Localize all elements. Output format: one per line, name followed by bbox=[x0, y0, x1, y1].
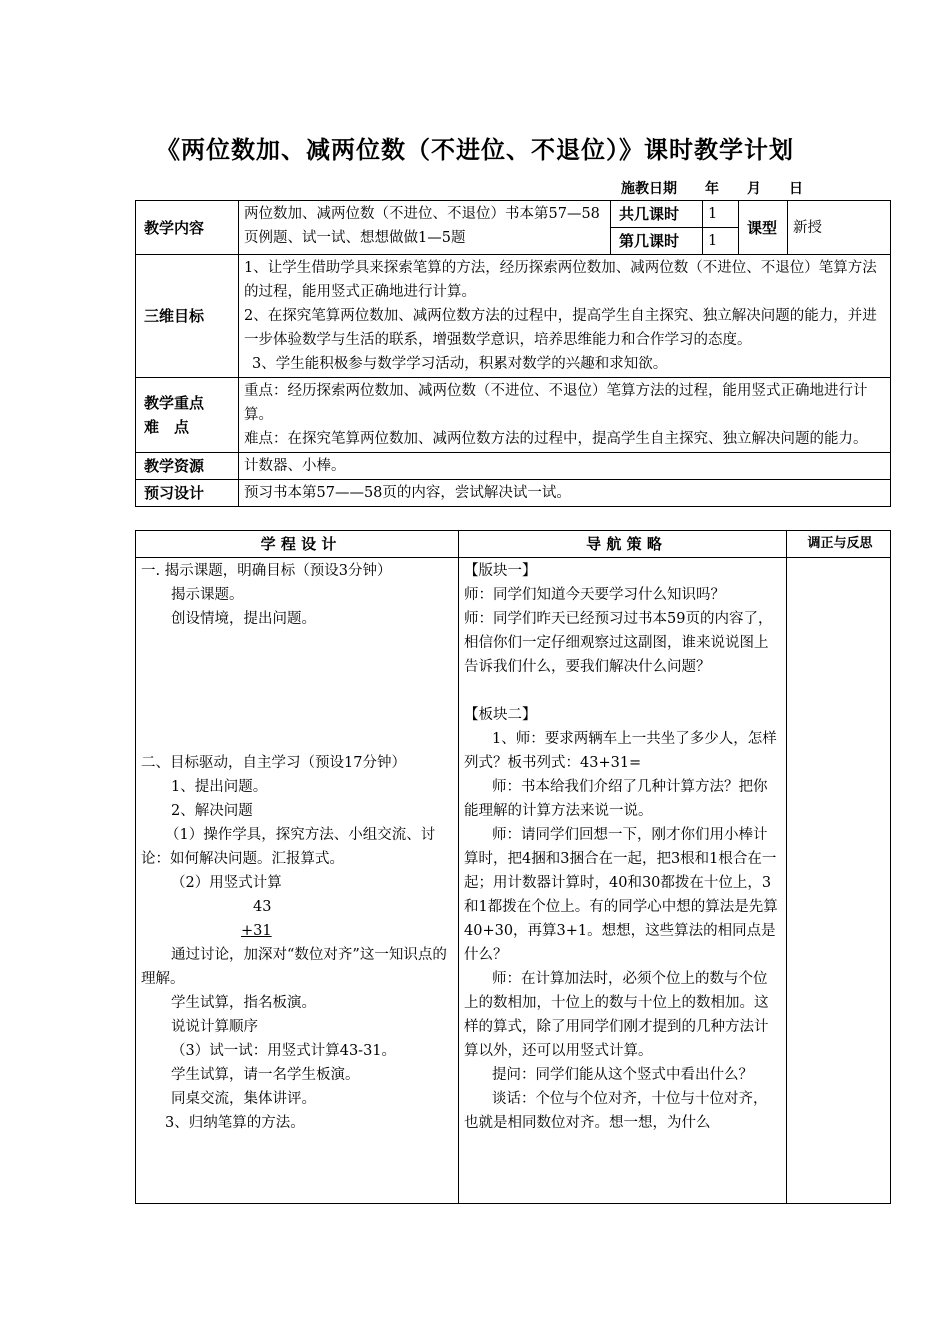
date-day: 日 bbox=[789, 181, 803, 197]
vertical-calc-addend: +31 bbox=[241, 923, 272, 939]
block-2-p6: 谈话：个位与个位对齐，十位与十位对齐，也就是相同数位对齐。想一想，为什么 bbox=[464, 1091, 768, 1131]
step-2-board: 学生试算，请一名学生板演。 bbox=[171, 1067, 360, 1083]
goals-label: 三维目标 bbox=[136, 255, 239, 378]
block-2-p5: 提问：同学们能从这个竖式中看出什么？ bbox=[492, 1067, 753, 1083]
goal-2: 2、在探究笔算两位数加、减两位数方法的过程中，提高学生自主探究、独立解决问题的能力，并进一步体验数学与生活的联系，增强数学意识，培养思维能力和合作学习的态度。 bbox=[244, 308, 877, 348]
navigation-strategy-cell bbox=[459, 558, 787, 1204]
block-2-p1: 1、师：要求两辆车上一共坐了多少人，怎样列式？板书列式：43+31= bbox=[464, 731, 777, 771]
plan-table bbox=[135, 530, 891, 1204]
goal-1: 1、让学生借助学具来探索笔算的方法，经历探索两位数加、减两位数（不进位、不退位）笔算方法的过程，能用竖式正确地进行计算。 bbox=[244, 260, 877, 300]
key-point-text: 重点：经历探索两位数加、减两位数（不进位、不退位）笔算方法的过程，能用竖式正确地进行计算。 bbox=[244, 383, 868, 423]
total-lessons-value: 1 bbox=[703, 201, 739, 228]
content-text: 两位数加、减两位数（不进位、不退位）书本第57—58页例题、试一试、想想做做1—5题 bbox=[239, 201, 611, 255]
date-month: 月 bbox=[747, 181, 761, 197]
content-label: 教学内容 bbox=[136, 201, 239, 255]
block-1-q2: 师：同学们昨天已经预习过书本59页的内容了，相信你们一定仔细观察过这副图，谁来说说图上告诉我们什么，要我们解决什么问题？ bbox=[464, 611, 773, 675]
step-1-a: 揭示课题。 bbox=[171, 587, 244, 603]
date-year: 年 bbox=[705, 181, 719, 197]
block-2-title: 【板块二】 bbox=[464, 707, 537, 723]
date-line bbox=[621, 178, 803, 198]
block-1-title: 【版块一】 bbox=[464, 563, 537, 579]
key-label: 教学重点 bbox=[144, 394, 205, 412]
hard-label: 难 点 bbox=[144, 418, 190, 436]
step-2-b: 2、解决问题 bbox=[171, 803, 253, 819]
step-2-order: 说说计算顺序 bbox=[171, 1019, 258, 1035]
step-1-b: 创设情境，提出问题。 bbox=[171, 611, 316, 627]
step-1-title: 一. 揭示课题，明确目标（预设3分钟） bbox=[141, 563, 392, 579]
step-2-trial: 学生试算，指名板演。 bbox=[171, 995, 316, 1011]
step-2-try: （3）试一试：用竖式计算43-31。 bbox=[171, 1043, 397, 1059]
vertical-calc-top: 43 bbox=[253, 899, 272, 915]
step-2-a: 1、提出问题。 bbox=[171, 779, 268, 795]
lesson-type-label bbox=[739, 201, 788, 255]
spacer bbox=[464, 679, 781, 703]
col-navigation-strategy: 导 航 策 略 bbox=[459, 531, 787, 558]
step-2-b-1: （1）操作学具，探究方法、小组交流、讨论：如何解决问题。汇报算式。 bbox=[141, 827, 436, 867]
nth-lesson-label: 第几课时 bbox=[611, 228, 703, 255]
block-2-p4: 师：在计算加法时，必须个位上的数与个位上的数相加，十位上的数与十位上的数相加。这样的算式，除了用同学们刚才提到的几种方法计算以外，还可以用竖式计算。 bbox=[464, 971, 769, 1059]
vertical-calc-bottom bbox=[141, 919, 453, 943]
step-2-b-2: （2）用竖式计算 bbox=[171, 875, 282, 891]
goal-3: 3、学生能积极参与数学学习活动，积累对数学的兴趣和求知欲。 bbox=[252, 356, 668, 372]
col-reflection: 调正与反思 bbox=[787, 531, 891, 558]
step-2-title: 二、目标驱动，自主学习（预设17分钟） bbox=[141, 755, 406, 771]
spacer bbox=[141, 631, 453, 751]
step-2-summary: 3、归纳笔算的方法。 bbox=[165, 1115, 305, 1131]
step-2-review: 同桌交流，集体讲评。 bbox=[171, 1091, 316, 1107]
col-learning-design: 学 程 设 计 bbox=[136, 531, 459, 558]
page-title: 《两位数加、减两位数（不进位、不退位）》课时教学计划 bbox=[156, 136, 794, 164]
resources-text: 计数器、小棒。 bbox=[239, 453, 891, 480]
block-1-q1: 师：同学们知道今天要学习什么知识吗？ bbox=[464, 587, 725, 603]
block-2-p2: 师：书本给我们介绍了几种计算方法？把你能理解的计算方法来说一说。 bbox=[464, 779, 768, 819]
step-2-discussion: 通过讨论，加深对“数位对齐”这一知识点的理解。 bbox=[141, 947, 447, 987]
learning-design-cell bbox=[136, 558, 459, 1204]
key-hard-label bbox=[136, 378, 239, 453]
lesson-type-value: 新授 bbox=[788, 201, 891, 255]
lesson-type-label-text: 课型 bbox=[747, 218, 778, 237]
reflection-cell bbox=[787, 558, 891, 1204]
block-2-p3: 师：请同学们回想一下，刚才你们用小棒计算时，把4捆和3捆合在一起，把3根和1根合在一起；用计数器计算时，40和30都拨在十位上，3和1都拨在个位上。有的同学心中想的算法是先算40+30，再算3+1。想想，这些算法的相同点是什么？ bbox=[464, 827, 778, 963]
preview-label: 预习设计 bbox=[136, 480, 239, 507]
date-label: 施教日期 bbox=[621, 181, 677, 197]
nth-lesson-value: 1 bbox=[703, 228, 739, 255]
info-table bbox=[135, 200, 891, 507]
resources-label: 教学资源 bbox=[136, 453, 239, 480]
preview-text: 预习书本第57——58页的内容，尝试解决试一试。 bbox=[239, 480, 891, 507]
key-hard-cell bbox=[239, 378, 891, 453]
hard-point-text: 难点：在探究笔算两位数加、减两位数方法的过程中，提高学生自主探究、独立解决问题的能力。 bbox=[244, 431, 868, 447]
goals-cell bbox=[239, 255, 891, 378]
total-lessons-label: 共几课时 bbox=[611, 201, 703, 228]
